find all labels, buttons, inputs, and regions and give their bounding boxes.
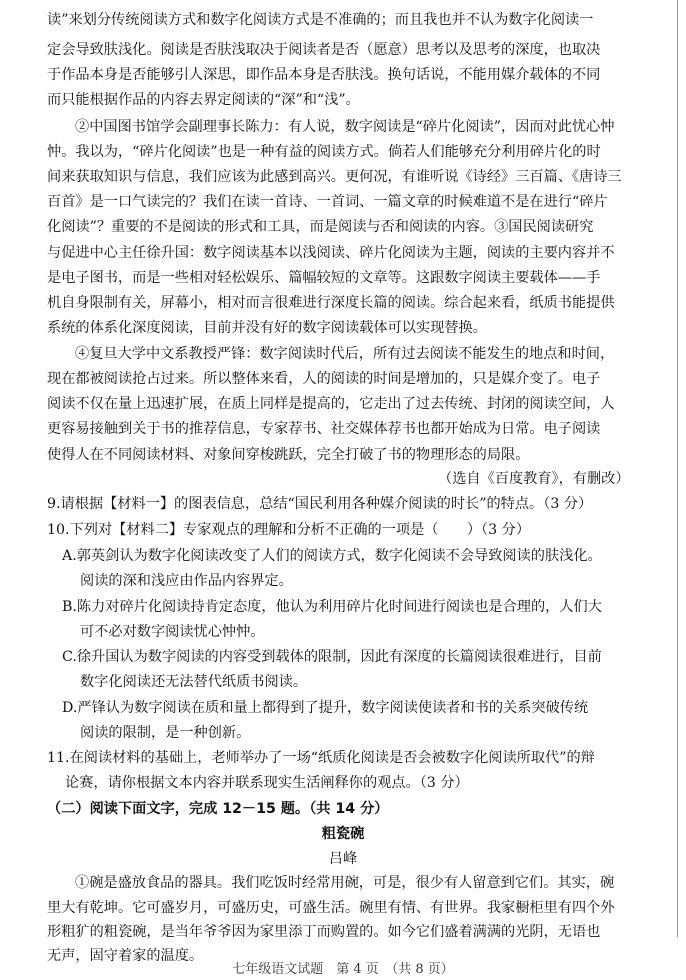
text-line: 与促进中心主任徐升国：数字阅读基本以浅阅读、碎片化阅读为主题，阅读的主要内容并不 <box>47 245 615 261</box>
question-11-line-1: 11.在阅读材料的基础上，老师举办了一场“纸质化阅读是否会被数字化阅读所取代”的辩 <box>47 750 595 766</box>
section-heading: （二）阅读下面文字，完成 12－15 题。（共 14 分） <box>47 801 389 817</box>
text-line: 忡。我以为，“碎片化阅读”也是一种有益的阅读方式。倘若人们能够充分利用碎片化的时 <box>47 144 601 160</box>
page-footer: 七年级语文试题 第 4 页 （共 8 页） <box>232 962 454 977</box>
question-11-line-2: 论赛，请你根据文本内容并联系现实生活阐释你的观点。（3 分） <box>65 775 469 791</box>
text-line: ②中国图书馆学会副理事长陈力：有人说，数字阅读是“碎片化阅读”，因而对此忧心忡 <box>75 119 615 135</box>
option-a-line-1: A.郭英剑认为数字化阅读改变了人们的阅读方式，数字化阅读不会导致阅读的肤浅化。 <box>62 548 602 564</box>
text-line: 间来获取知识与信息，我们应该为此感到高兴。更何况，有谁听说《诗经》三百篇、《唐诗三 <box>47 169 622 185</box>
text-line: 化阅读”？重要的不是阅读的形式和工具，而是阅读与否和阅读的内容。③国民阅读研究 <box>47 219 594 235</box>
question-9: 9.请根据【材料一】的图表信息，总结“国民利用各种媒介阅读的时长”的特点。（3 分） <box>47 496 593 512</box>
text-line: 现在都被阅读抢占过来。所以整体来看，人的阅读的时间是增加的，只是媒介变了。电子 <box>47 371 601 387</box>
essay-author: 吕峰 <box>328 851 358 867</box>
text-line: 更容易接触到关于书的推荐信息，专家荐书、社交媒体荐书也都开始成为日常。电子阅读 <box>47 421 601 437</box>
text-line: ④复旦大学中文系教授严锋：数字阅读时代后，所有过去阅读不能发生的地点和时间， <box>75 346 615 362</box>
text-line: 读”来划分传统阅读方式和数字化阅读方式是不准确的；而且我也并不认为数字化阅读一 <box>47 12 594 28</box>
option-d-line-2: 阅读的限制，是一种创新。 <box>80 725 251 741</box>
option-d-line-1: D.严锋认为数字阅读在质和量上都得到了提升，数字阅读使读者和书的关系突破传统 <box>62 700 589 716</box>
essay-line: 形粗犷的粗瓷碗，是当年爷爷因为家里添丁而购置的。如今它们盛着满满的光阴，无语也 <box>47 924 601 940</box>
option-b-line-2: 可不必对数字阅读忧心忡忡。 <box>80 624 265 640</box>
option-a-line-2: 阅读的深和浅应由作品内容界定。 <box>80 573 293 589</box>
text-line: 阅读不仅在量上迅速扩展，在质上同样是提高的，它走出了过去传统、封闭的阅读空间，人 <box>47 396 615 412</box>
option-c-line-1: C.徐升国认为数字阅读的内容受到载体的限制，因此有深度的长篇阅读很难进行，目前 <box>62 649 602 665</box>
essay-line: 无声，固守着家的温度。 <box>47 948 204 964</box>
text-line: 而只能根据作品的内容去界定阅读的“深”和“浅”。 <box>47 92 360 108</box>
page-border <box>677 0 678 937</box>
text-line: 是电子图书，而是一些相对轻松娱乐、篇幅较短的文章等。这跟数字阅读主要载体——手 <box>47 270 601 286</box>
source-note: （选自《百度教育》，有删改） <box>438 471 630 487</box>
text-line: 于作品本身是否能够引人深思，即作品本身是否肤浅。换句话说，不能用媒介载体的不同 <box>47 67 601 83</box>
text-line: 使得人在不同阅读材料、对象间穿梭跳跃，完全打破了书的物理形态的局限。 <box>47 447 530 463</box>
essay-line: 里大有乾坤。它可盛岁月，可盛历史，可盛生活。碗里有情、有世界。我家橱柜里有四个外 <box>47 900 615 916</box>
essay-title: 粗瓷碗 <box>321 826 365 842</box>
text-line: 百首》是一口气读完的？我们在读一首诗、一首词、一篇文章的时候难道不是在进行“碎片 <box>47 194 608 210</box>
option-b-line-1: B.陈力对碎片化阅读持肯定态度，他认为利用碎片化时间进行阅读也是合理的，人们大 <box>62 599 602 615</box>
essay-line: ①碗是盛放食品的器具。我们吃饭时经常用碗，可是，很少有人留意到它们。其实，碗 <box>75 875 615 891</box>
text-line: 系统的体系化深度阅读，目前并没有好的数字阅读载体可以实现替换。 <box>47 320 487 336</box>
text-line: 机自身限制有关，屏幕小，相对而言很难进行深度长篇的阅读。综合起来看，纸质书能提供 <box>47 295 615 311</box>
option-c-line-2: 数字化阅读还无法替代纸质书阅读。 <box>80 674 308 690</box>
question-10-stem: 10.下列对【材料二】专家观点的理解和分析不正确的一项是（ ）（3 分） <box>47 522 531 538</box>
text-line: 定会导致肤浅化。阅读是否肤浅取决于阅读者是否（愿意）思考以及思考的深度，也取决 <box>47 42 601 58</box>
